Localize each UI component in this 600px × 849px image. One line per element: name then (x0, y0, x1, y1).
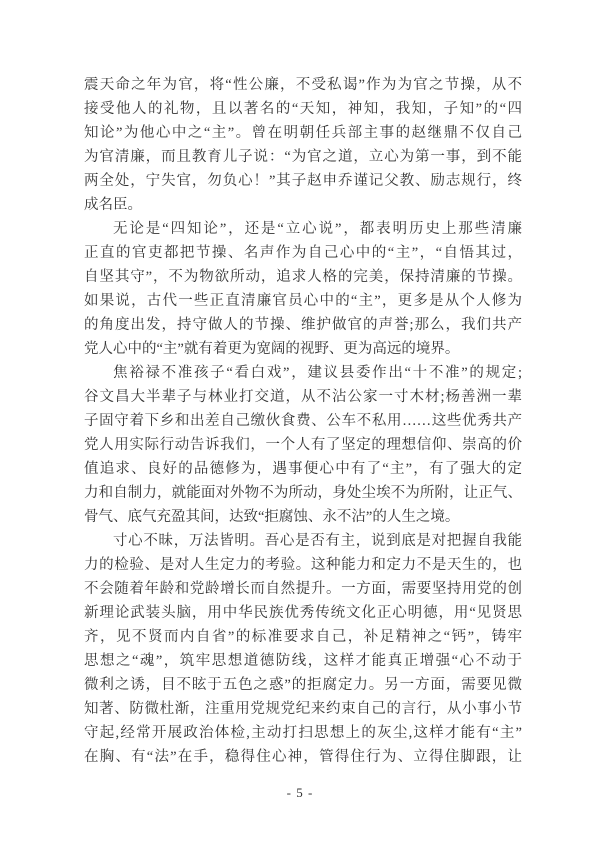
text-line: 寸心不昧，万法皆明。吾心是否有主，说到底是对把握自我能 (113, 533, 522, 549)
text-line: 谷文昌大半辈子与林业打交道，从不沾公家一寸木材;杨善洲一辈 (84, 389, 522, 405)
text-line: 新理论武装头脑，用中华民族优秀传统文化正心明德，用“见贤思 (84, 605, 522, 621)
text-line: 正直的官吏都把节操、名声作为自己心中的“主”，“自悟其过， (84, 245, 522, 261)
page-number: - 5 - (286, 785, 314, 800)
text-line: 守起,经常开展政治体检,主动打扫思想上的灰尘,这样才能有“主” (84, 725, 522, 741)
text-line: 力的检验、是对人生定力的考验。这种能力和定力不是天生的，也 (84, 557, 522, 573)
text-line: 力和自制力，就能面对外物不为所动，身处尘埃不为所附，让正气、 (84, 485, 522, 501)
text-line: 齐，见不贤而内自省”的标准要求自己，补足精神之“钙”，铸牢 (84, 629, 522, 645)
text-line: 成名臣。 (84, 197, 142, 213)
text-line: 无论是“四知论”，还是“立心说”，都表明历史上那些清廉 (113, 221, 522, 237)
text-line: 自坚其守”，不为物欲所动，追求人格的完美，保持清廉的节操。 (84, 269, 522, 285)
text-line: 接受他人的礼物，且以著名的“天知，神知，我知，子知”的“四 (84, 101, 522, 117)
text-line: 为官清廉，而且教育儿子说：“为官之道，立心为第一事，到不能 (84, 149, 522, 165)
text-line: 在胸、有“法”在手，稳得住心神，管得住行为、立得住脚跟，让 (84, 749, 522, 765)
text-line: 知著、防微杜渐，注重用党规党纪来约束自己的言行，从小事小节 (84, 701, 522, 717)
text-line: 微利之诱，目不眩于五色之惑”的拒腐定力。另一方面，需要见微 (84, 677, 522, 693)
text-line: 两全处，宁失官，勿负心！”其子赵申乔谨记父教、励志规行，终 (84, 173, 522, 189)
text-line: 的角度出发，持守做人的节操、维护做官的声誉;那么，我们共产 (84, 317, 522, 333)
text-line: 知论”为他心中之“主”。曾在明朝任兵部主事的赵继鼎不仅自己 (84, 125, 522, 141)
text-line: 党人用实际行动告诉我们，一个人有了坚定的理想信仰、崇高的价 (84, 437, 522, 453)
text-line: 值追求、良好的品德修为，遇事便心中有了“主”，有了强大的定 (84, 461, 522, 477)
text-line: 不会随着年龄和党龄增长而自然提升。一方面，需要坚持用党的创 (84, 581, 522, 597)
text-line: 焦裕禄不准孩子“看白戏”，建议县委作出“十不准”的规定; (113, 365, 522, 381)
text-line: 党人心中的“主”就有着更为宽阔的视野、更为高远的境界。 (84, 341, 460, 357)
text-line: 思想之“魂”，筑牢思想道德防线，这样才能真正增强“心不动于 (84, 653, 522, 669)
text-line: 骨气、底气充盈其间，达致“拒腐蚀、永不沾”的人生之境。 (84, 509, 460, 525)
text-line: 如果说，古代一些正直清廉官员心中的“主”，更多是从个人修为 (84, 293, 522, 309)
text-line: 震天命之年为官，将“性公廉，不受私谒”作为为官之节操，从不 (84, 77, 522, 93)
text-line: 子固守着下乡和出差自己缴伙食费、公车不私用……这些优秀共产 (84, 413, 522, 429)
text-block (84, 73, 522, 769)
